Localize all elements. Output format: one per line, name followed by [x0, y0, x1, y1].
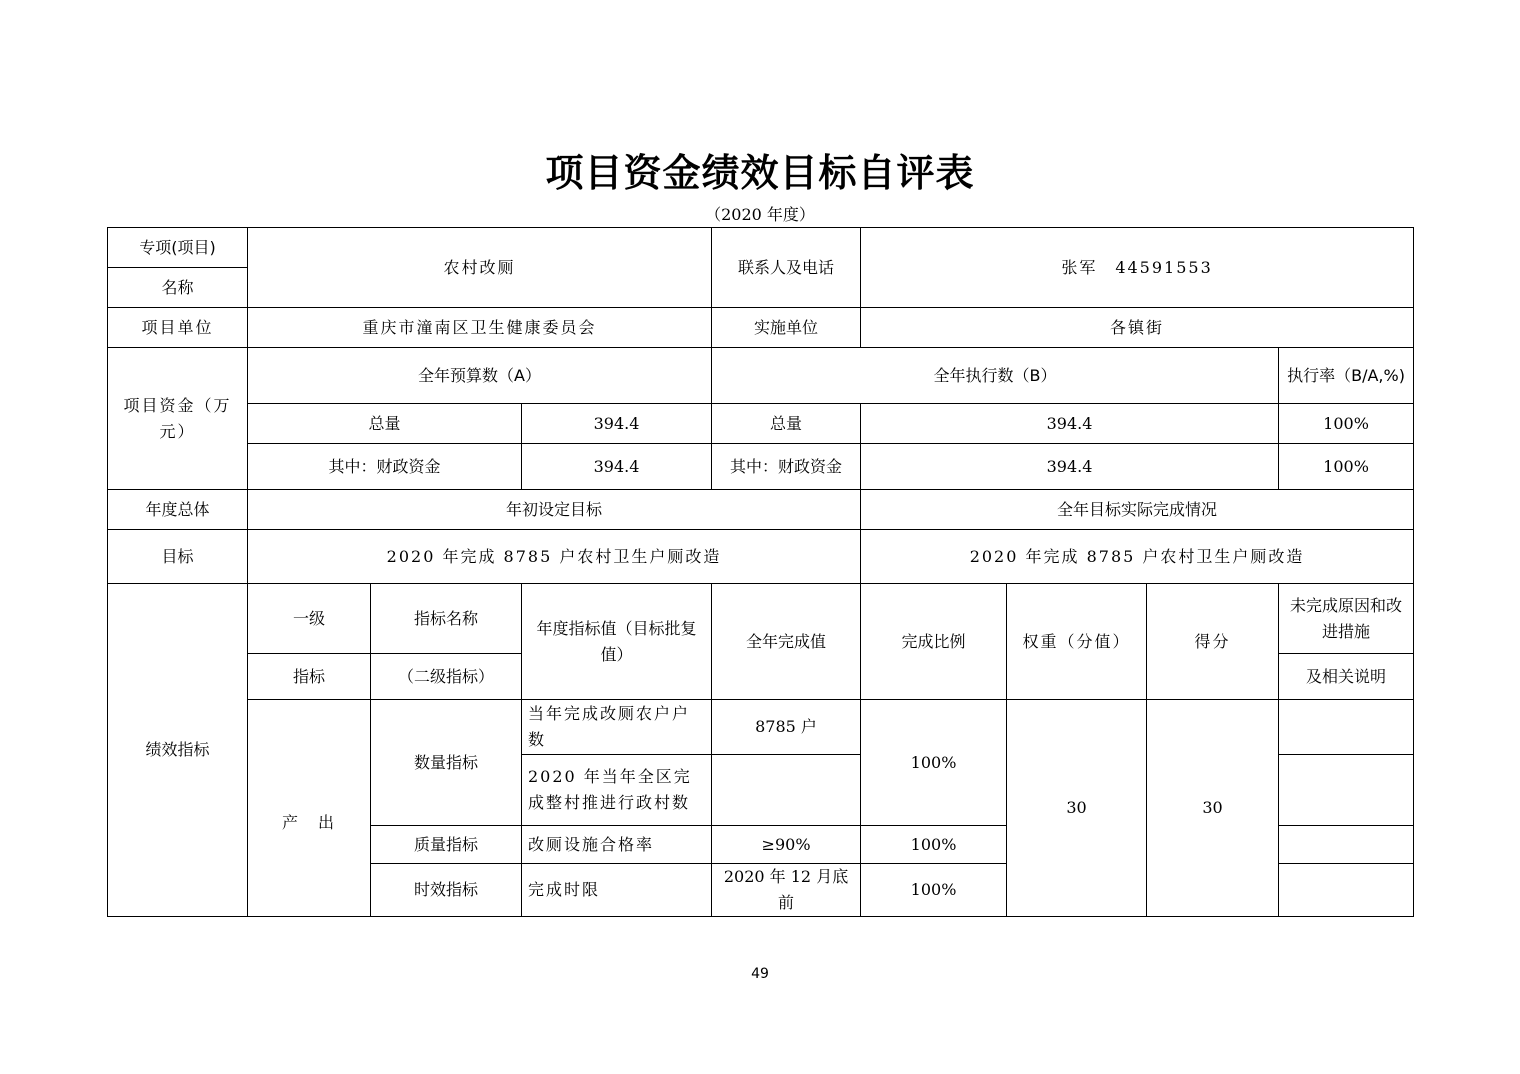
col-target-header: 年度指标值（目标批复值）	[522, 584, 712, 700]
reason-cell	[1279, 755, 1414, 826]
indicator-ratio: 100%	[861, 864, 1007, 917]
indicators-section-label: 绩效指标	[108, 584, 248, 917]
project-unit-value: 重庆市潼南区卫生健康委员会	[248, 308, 712, 348]
quantity-ratio: 100%	[861, 700, 1007, 826]
reason-cell	[1279, 864, 1414, 917]
col-reason-header: 未完成原因和改进措施	[1279, 584, 1414, 654]
quantity-indicator-label: 数量指标	[371, 700, 522, 826]
contact-value: 张军 44591553	[861, 228, 1414, 308]
col-level-header-cont: 指标	[248, 654, 371, 700]
annual-goal-label-cont: 目标	[108, 530, 248, 584]
total-execution-rate: 100%	[1279, 404, 1414, 444]
fiscal-label-budget: 其中：财政资金	[248, 444, 522, 490]
col-reason-header-cont: 及相关说明	[1279, 654, 1414, 700]
fiscal-budget-value: 394.4	[522, 444, 712, 490]
timeliness-indicator-label: 时效指标	[371, 864, 522, 917]
project-unit-label: 项目单位	[108, 308, 248, 348]
project-name-label-cont: 名称	[108, 268, 248, 308]
col-weight-header: 权重（分值）	[1007, 584, 1147, 700]
indicator-name: 当年完成改厕农户户数	[522, 700, 712, 755]
initial-goal-header: 年初设定目标	[248, 490, 861, 530]
total-label-execution: 总量	[712, 404, 861, 444]
project-name-value: 农村改厕	[248, 228, 712, 308]
score-value: 30	[1147, 700, 1279, 917]
indicator-ratio: 100%	[861, 826, 1007, 864]
level1-output: 产 出	[248, 700, 371, 917]
actual-goal-header: 全年目标实际完成情况	[861, 490, 1414, 530]
funds-label: 项目资金（万元）	[108, 348, 248, 490]
indicator-name: 改厕设施合格率	[522, 826, 712, 864]
execution-header: 全年执行数（B）	[712, 348, 1279, 404]
execution-rate-header: 执行率（B/A,%)	[1279, 348, 1414, 404]
implementing-unit-label: 实施单位	[712, 308, 861, 348]
col-score-header: 得分	[1147, 584, 1279, 700]
fiscal-execution-rate: 100%	[1279, 444, 1414, 490]
self-evaluation-table	[107, 227, 1414, 917]
reason-cell	[1279, 700, 1414, 755]
total-budget-value: 394.4	[522, 404, 712, 444]
quality-indicator-label: 质量指标	[371, 826, 522, 864]
indicator-name: 2020 年当年全区完成整村推进行政村数	[522, 755, 712, 826]
col-level-header: 一级	[248, 584, 371, 654]
annual-goal-label: 年度总体	[108, 490, 248, 530]
fiscal-label-execution: 其中：财政资金	[712, 444, 861, 490]
col-actual-header: 全年完成值	[712, 584, 861, 700]
project-name-label: 专项(项目)	[108, 228, 248, 268]
indicator-name: 完成时限	[522, 864, 712, 917]
budget-header: 全年预算数（A）	[248, 348, 712, 404]
col-name-header-cont: （二级指标）	[371, 654, 522, 700]
reason-cell	[1279, 826, 1414, 864]
indicator-actual: 8785 户	[712, 700, 861, 755]
implementing-unit-value: 各镇街	[861, 308, 1414, 348]
weight-value: 30	[1007, 700, 1147, 917]
fiscal-execution-value: 394.4	[861, 444, 1279, 490]
indicator-actual: 2020 年 12 月底前	[712, 864, 861, 917]
page-number: 49	[751, 966, 769, 982]
indicator-actual: ≥90%	[712, 826, 861, 864]
total-execution-value: 394.4	[861, 404, 1279, 444]
indicator-actual	[712, 755, 861, 826]
total-label-budget: 总量	[248, 404, 522, 444]
col-name-header: 指标名称	[371, 584, 522, 654]
actual-goal-value: 2020 年完成 8785 户农村卫生户厕改造	[861, 530, 1414, 584]
report-year: （2020 年度）	[705, 205, 815, 224]
contact-label: 联系人及电话	[712, 228, 861, 308]
col-ratio-header: 完成比例	[861, 584, 1007, 700]
initial-goal-value: 2020 年完成 8785 户农村卫生户厕改造	[248, 530, 861, 584]
page-title: 项目资金绩效目标自评表	[545, 151, 975, 195]
